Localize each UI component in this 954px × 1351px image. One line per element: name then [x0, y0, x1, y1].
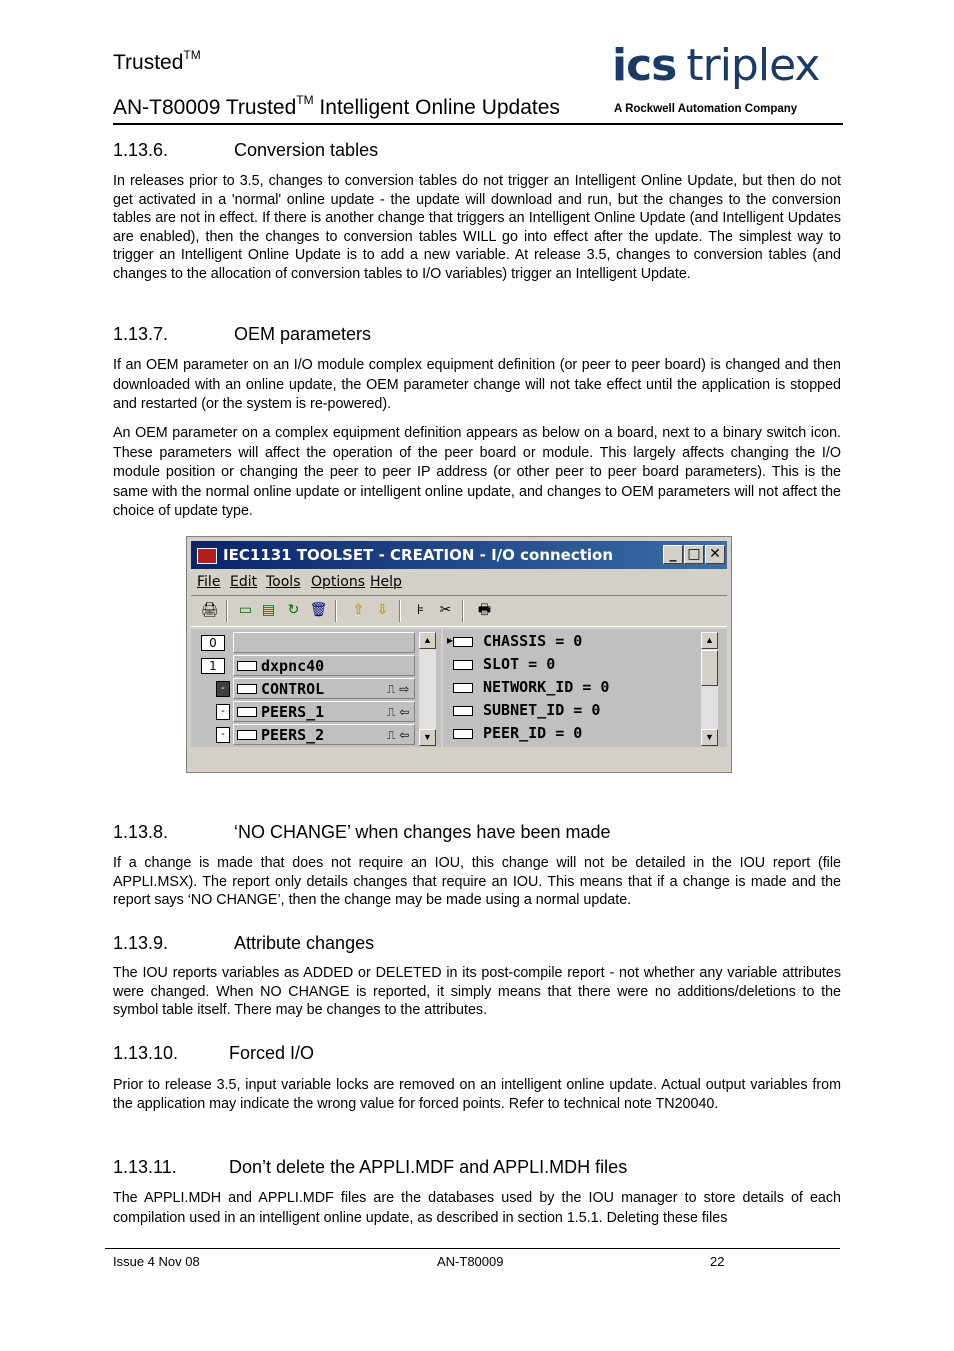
variables-icon[interactable]: ▭ — [238, 602, 253, 618]
oem-parameter-icon: ⎍ ⇦ — [387, 705, 410, 719]
parameter-slot[interactable]: SLOT = 0 — [483, 655, 556, 673]
parameter-icon — [453, 706, 473, 716]
parameter-icon — [453, 637, 473, 647]
minimize-button[interactable]: _ — [663, 545, 683, 564]
scroll-up-button[interactable]: ▲ — [701, 632, 718, 649]
section-heading-conversion: 1.13.6. Conversion tables — [113, 140, 379, 160]
menu-bar — [191, 571, 727, 593]
cut-icon[interactable]: ✂ — [439, 602, 452, 618]
parameter-peer-id[interactable]: PEER_ID = 0 — [483, 724, 583, 742]
window-title: IEC1131 TOOLSET - CREATION - I/O connection — [223, 546, 614, 564]
scroll-thumb[interactable] — [701, 650, 718, 686]
paragraph-oem-1: If an OEM parameter on an I/O module complex equipment definition (or peer to peer board) is changed and then downloaded with an online update, the OEM parameter change will not take effect until the application is stopped and restarted (or the system is re-powered). — [113, 357, 841, 412]
footer-issue: Issue 4 Nov 08 — [113, 1254, 200, 1269]
module-icon — [237, 661, 257, 671]
menu-file[interactable]: File — [197, 574, 221, 590]
section-heading-attribute: 1.13.9. Attribute changes — [113, 933, 375, 953]
board-row-peers-1[interactable]: PEERS_1 ⎍ ⇦ — [233, 701, 415, 722]
maximize-button[interactable]: □ — [684, 545, 704, 564]
menu-tools[interactable]: Tools — [266, 574, 301, 590]
footer-page-number: 22 — [710, 1254, 725, 1269]
footer-divider — [105, 1248, 840, 1249]
scroll-down-button[interactable]: ▼ — [701, 729, 718, 746]
down-arrow-icon[interactable]: ⇩ — [376, 602, 389, 618]
section-heading-no-change: 1.13.8. ‘NO CHANGE’ when changes have been made — [113, 822, 611, 842]
toolbar-separator — [335, 600, 337, 622]
print-icon[interactable]: 🖶 — [477, 602, 492, 618]
refresh-icon[interactable]: ↻ — [287, 602, 300, 618]
oem-toggle[interactable]: - — [216, 727, 230, 743]
menu-options[interactable]: Options — [311, 574, 366, 590]
parameter-list-panel — [443, 629, 727, 747]
parameter-icon — [453, 729, 473, 739]
company-logo-subtitle: A Rockwell Automation Company — [614, 103, 798, 115]
section-heading-oem: 1.13.7. OEM parameters — [113, 324, 372, 344]
oem-toggle[interactable]: - — [216, 704, 230, 720]
paragraph-attribute: The IOU reports variables as ADDED or DELETED in its post-compile report - not whether any variable attributes were changed. When NO CHANGE is reported, it simply means that there were no additions/deletions to the symbol table itself. There may be changes to the attributes. — [113, 965, 841, 1018]
left-scrollbar[interactable] — [419, 632, 436, 746]
parameter-icon — [453, 660, 473, 670]
current-row-pointer-icon: ▸ — [447, 633, 454, 647]
parameter-icon — [453, 683, 473, 693]
header-title-line2: AN-T80009 Trusted™ Intelligent Online Updates — [113, 93, 560, 119]
binary-switch-icon — [237, 684, 257, 694]
tree-icon[interactable]: ⊧ — [416, 602, 425, 618]
toolbar-separator — [462, 600, 464, 622]
menu-help[interactable]: Help — [370, 574, 402, 590]
board-row-empty[interactable] — [233, 632, 415, 653]
toolbar — [191, 595, 727, 627]
paragraph-oem-2: An OEM parameter on a complex equipment definition appears as below on a board, next to a binary switch icon. These parameters will affect the operation of the peer board or module. This largely affects changing the I/O module position or changing the peer to peer IP address (or other peer to peer board parameters). This is the same with the normal online update or intelligent online update, and changes to OEM parameters will not affect the choice of update type. — [113, 425, 841, 519]
open-icon[interactable]: 🖨 — [200, 602, 219, 618]
board-index: 0 — [201, 635, 225, 651]
oem-parameter-icon: ⎍ ⇨ — [387, 682, 410, 696]
board-row-dxpnc40[interactable]: dxpnc40 — [233, 655, 415, 676]
up-arrow-icon[interactable]: ⇧ — [352, 602, 365, 618]
oem-parameter-icon: ⎍ ⇦ — [387, 728, 410, 742]
paragraph-forced-io: Prior to release 3.5, input variable locks are removed on an intelligent online update. Actual output variables from the application may indicate the wrong value for forced points. Refer to technical note TN20040. — [113, 1077, 841, 1112]
footer-doc-id: AN-T80009 — [437, 1254, 504, 1269]
save-icon[interactable]: ▤ — [261, 602, 276, 618]
board-list-panel — [191, 629, 441, 747]
paragraph-appli-files: The APPLI.MDH and APPLI.MDF files are the databases used by the IOU manager to store details of each compilation used in an intelligent online update, as described in section 1.5.1. Deleting these files — [113, 1190, 841, 1226]
paragraph-conversion: In releases prior to 3.5, changes to conversion tables do not trigger an Intelligent Online Update, but then do not get activated in a 'normal' online update - the update will download and run, but the changes to the conversion tables are not in effect. If there is another change that triggers an Intelligent Online Update (and Intelligent Updates are enabled), then the changes to conversion tables WILL go into effect after the update. The simplest way to trigger an Intelligent Online Update is to add a new variable. At release 3.5, changes to conversion tables (and changes to the allocation of conversion tables to I/O variables) trigger an Intelligent Update. — [113, 173, 841, 282]
menu-edit[interactable]: Edit — [230, 574, 258, 590]
io-connection-window — [186, 536, 732, 773]
section-heading-forced-io: 1.13.10. Forced I/O — [113, 1043, 315, 1063]
board-row-control[interactable]: CONTROL ⎍ ⇨ — [233, 678, 415, 699]
parameter-network-id[interactable]: NETWORK_ID = 0 — [483, 678, 610, 696]
scroll-up-button[interactable]: ▲ — [419, 632, 436, 649]
parameter-chassis[interactable]: CHASSIS = 0 — [483, 632, 583, 650]
app-icon — [197, 548, 217, 564]
toolbar-separator — [399, 600, 401, 622]
scroll-down-button[interactable]: ▼ — [419, 729, 436, 746]
paragraph-no-change: If a change is made that does not require an IOU, this change will not be detailed in the IOU report (file APPLI.MSX). The report only details changes that require an IOU. This means that if a change is made and the report says ‘NO CHANGE’, then the change may be made using a normal update. — [113, 855, 841, 908]
close-button[interactable]: ✕ — [705, 545, 725, 564]
header-title-line1: Trusted™ — [113, 48, 201, 74]
section-heading-appli-files: 1.13.11. Don’t delete the APPLI.MDF and APPLI.MDH files — [113, 1157, 628, 1177]
board-index: 1 — [201, 658, 225, 674]
oem-toggle[interactable]: - — [216, 681, 230, 697]
header-divider — [113, 123, 843, 125]
board-row-peers-2[interactable]: PEERS_2 ⎍ ⇦ — [233, 724, 415, 745]
delete-icon[interactable]: 🗑 — [309, 602, 328, 618]
parameter-subnet-id[interactable]: SUBNET_ID = 0 — [483, 701, 601, 719]
right-scrollbar[interactable] — [701, 632, 718, 746]
binary-switch-icon — [237, 730, 257, 740]
toolbar-separator — [226, 600, 228, 622]
binary-switch-icon — [237, 707, 257, 717]
window-titlebar — [191, 541, 727, 569]
company-logo: ics triplex — [612, 40, 820, 91]
